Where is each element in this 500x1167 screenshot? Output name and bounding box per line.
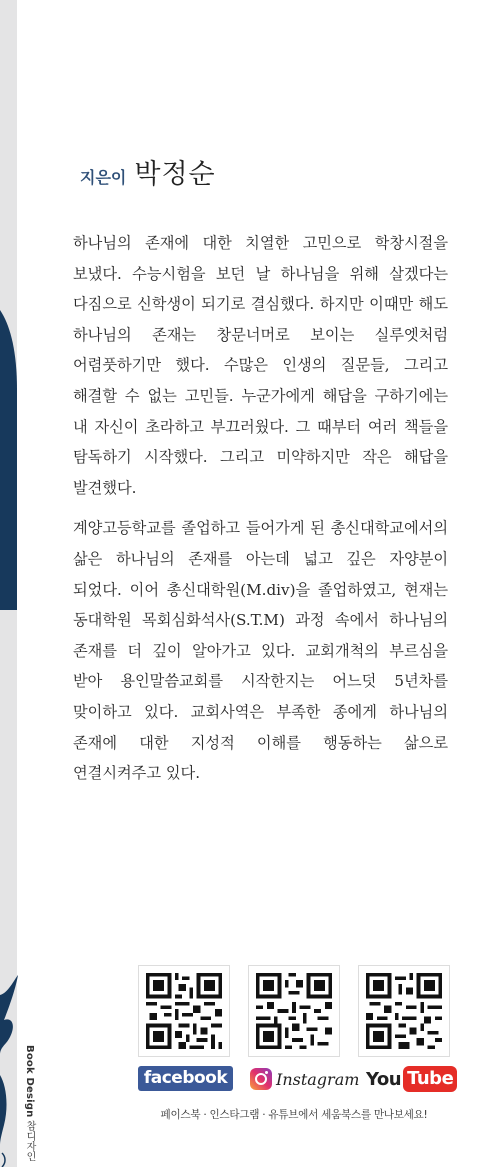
facebook-logo[interactable]: facebook	[138, 1066, 233, 1091]
instagram-logo[interactable]	[250, 1065, 359, 1093]
author-label: 지은이	[80, 168, 127, 187]
youtube-logo[interactable]	[366, 1065, 457, 1093]
youtube-wordmark-you: You	[366, 1068, 402, 1090]
facebook-qr-code[interactable]	[138, 965, 230, 1057]
instagram-wordmark: Instagram	[276, 1069, 360, 1089]
instagram-qr-code[interactable]	[248, 965, 340, 1057]
decorative-blue-shape	[0, 310, 17, 610]
qr-code-row	[138, 965, 450, 1057]
bio-paragraph: 하나님의 존재에 대한 치열한 고민으로 학창시절을 보냈다. 수능시험을 보던 날 하나님을 위해 살겠다는 다짐으로 신학생이 되기로 결심했다. 하지만 이때만 해도 하나님의 존재는 창문너머로 보이는 실루엣처럼 어렴풋하기만 했다. 수많은 인생의 질문들, 그리고 해결할 수 없는 고민들. 누군가에게 해답을 구하기에는 내 자신이 초라하고 부끄러웠다. 그 때부터 여러 책들을 탐독하기 시작했다. 그리고 미약하지만 작은 해답을 발견했다.	[73, 234, 448, 497]
bio-paragraph: 계양고등학교를 졸업하고 들어가게 된 총신대학교에서의 삶은 하나님의 존재를 아는데 넓고 깊은 자양분이 되었다. 이어 총신대학원(M.div)을 졸업하였고, 현재는 동대학원 목회심화석사(S.T.M) 과정 속에서 하나님의 존재를 더 깊이 알아가고 있다. 교회개척의 부르심을 받아 용인말씀교회를 시작한지는 어느덧 5년차를 맞이하고 있다. 교회사역은 부족한 종에게 하나님의 존재에 대한 지성적 이해를 행동하는 삶으로 연결시켜주고 있다.	[73, 519, 448, 783]
instagram-icon	[250, 1068, 272, 1090]
designer-name: 참디자인	[24, 1120, 35, 1162]
book-design-label: Book Design	[24, 1045, 35, 1118]
social-logos	[138, 1065, 454, 1093]
author-name: 박정순	[134, 159, 216, 190]
author-header	[80, 152, 216, 191]
author-bio	[73, 228, 448, 799]
social-promo-text: 페이스북 · 인스타그램 · 유튜브에서 세움북스를 만나보세요!	[160, 1109, 428, 1121]
book-design-credit	[22, 1045, 37, 1162]
youtube-qr-code[interactable]	[358, 965, 450, 1057]
decorative-bottom-art	[0, 975, 24, 1167]
youtube-wordmark-tube: Tube	[403, 1066, 457, 1092]
